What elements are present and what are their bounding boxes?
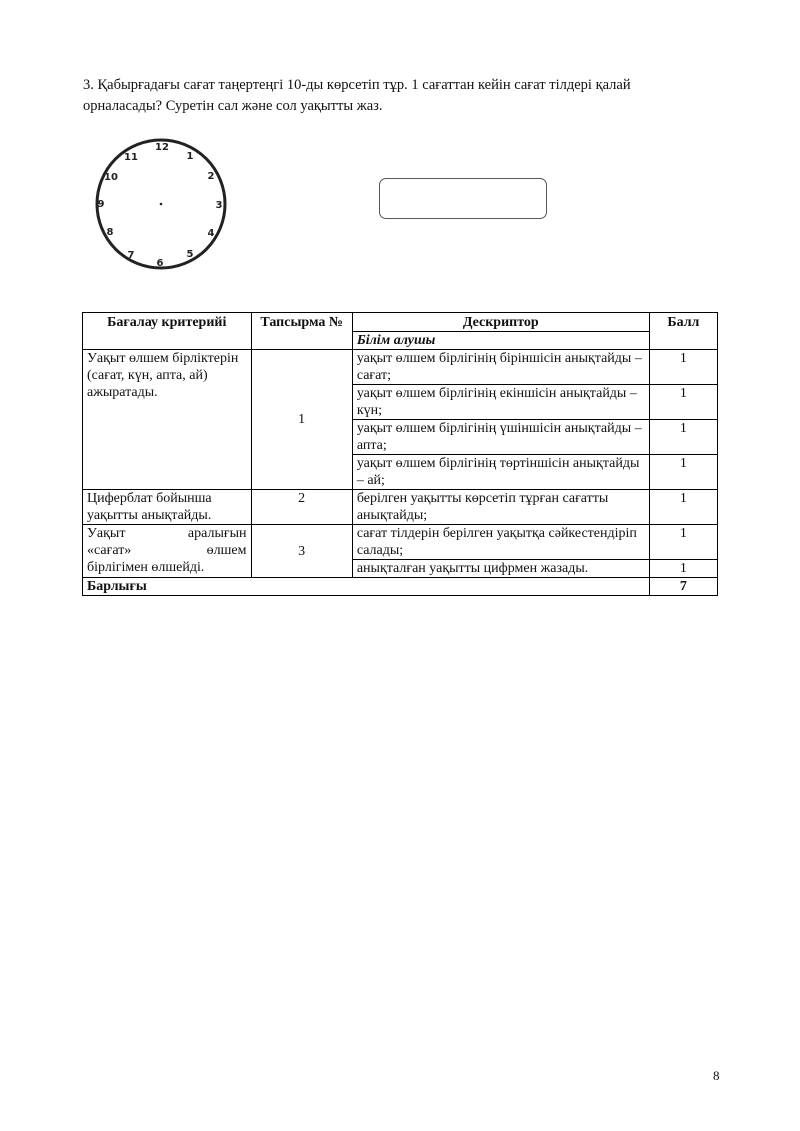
total-label: Барлығы	[83, 578, 650, 596]
total-score: 7	[649, 578, 717, 596]
task-number-cell: 1	[251, 350, 352, 490]
clock-number-3: 3	[215, 200, 223, 211]
header-descriptor-learner: Білім алушы	[352, 332, 649, 350]
score-cell: 1	[649, 525, 717, 560]
task-line-1: 3. Қабырғадағы сағат таңертеңгі 10-ды көрсетіп тұр. 1 сағаттан кейін сағат тілдері қалай	[83, 77, 631, 93]
clock-number-10: 10	[104, 172, 118, 183]
score-cell: 1	[649, 350, 717, 385]
criterion-cell: Циферблат бойынша уақытты анықтайды.	[83, 490, 252, 525]
descriptor-cell: берілген уақытты көрсетіп тұрған сағатты анықтайды;	[352, 490, 649, 525]
clock-number-11: 11	[124, 152, 138, 163]
page-number: 8	[713, 1068, 720, 1083]
descriptor-cell: уақыт өлшем бірлігінің төртіншісін анықтайды – ай;	[352, 455, 649, 490]
criterion-cell: Уақыт өлшем бірліктерін (сағат, күн, апта, ай) ажыратады.	[83, 350, 252, 490]
clock-number-6: 6	[156, 258, 164, 269]
clock-number-9: 9	[97, 199, 105, 210]
table-row	[83, 525, 718, 560]
clock-number-2: 2	[207, 171, 215, 182]
criterion-line: «сағат» өлшем	[87, 543, 247, 558]
header-descriptor: Дескриптор	[352, 313, 649, 332]
score-cell: 1	[649, 560, 717, 578]
descriptor-cell: уақыт өлшем бірлігінің біріншісін анықтайды – сағат;	[352, 350, 649, 385]
score-cell: 1	[649, 385, 717, 420]
clock-center-dot	[160, 203, 163, 206]
task-number-cell: 3	[251, 525, 352, 578]
descriptor-cell: уақыт өлшем бірлігінің үшіншісін анықтайды – апта;	[352, 420, 649, 455]
table-row	[83, 490, 718, 525]
descriptor-cell: сағат тілдерін берілген уақытқа сәйкестендіріп салады;	[352, 525, 649, 560]
answer-box[interactable]	[379, 178, 547, 219]
task-number-cell: 2	[251, 490, 352, 525]
score-cell: 1	[649, 455, 717, 490]
descriptor-cell: уақыт өлшем бірлігінің екіншісін анықтайды – күн;	[352, 385, 649, 420]
task-question	[83, 75, 723, 117]
clock-number-12: 12	[155, 142, 169, 153]
clock-number-5: 5	[186, 249, 194, 260]
header-criterion: Бағалау критерийі	[83, 313, 252, 350]
clock-number-4: 4	[207, 228, 215, 239]
assessment-table	[82, 312, 718, 596]
clock-face	[93, 137, 233, 275]
header-task-number: Тапсырма №	[251, 313, 352, 350]
criterion-line: бірлігімен өлшейді.	[87, 560, 205, 575]
clock-number-7: 7	[127, 250, 135, 261]
score-cell: 1	[649, 490, 717, 525]
score-cell: 1	[649, 420, 717, 455]
header-score: Балл	[649, 313, 717, 350]
criterion-line: Уақыт аралығын	[87, 526, 247, 541]
total-row	[83, 578, 718, 596]
task-line-2: орналасады? Суретін сал және сол уақытты жаз.	[83, 98, 383, 114]
criterion-cell	[83, 525, 252, 578]
clock-number-8: 8	[106, 227, 114, 238]
descriptor-cell: анықталған уақытты цифрмен жазады.	[352, 560, 649, 578]
clock-number-1: 1	[186, 151, 194, 162]
table-row	[83, 350, 718, 385]
